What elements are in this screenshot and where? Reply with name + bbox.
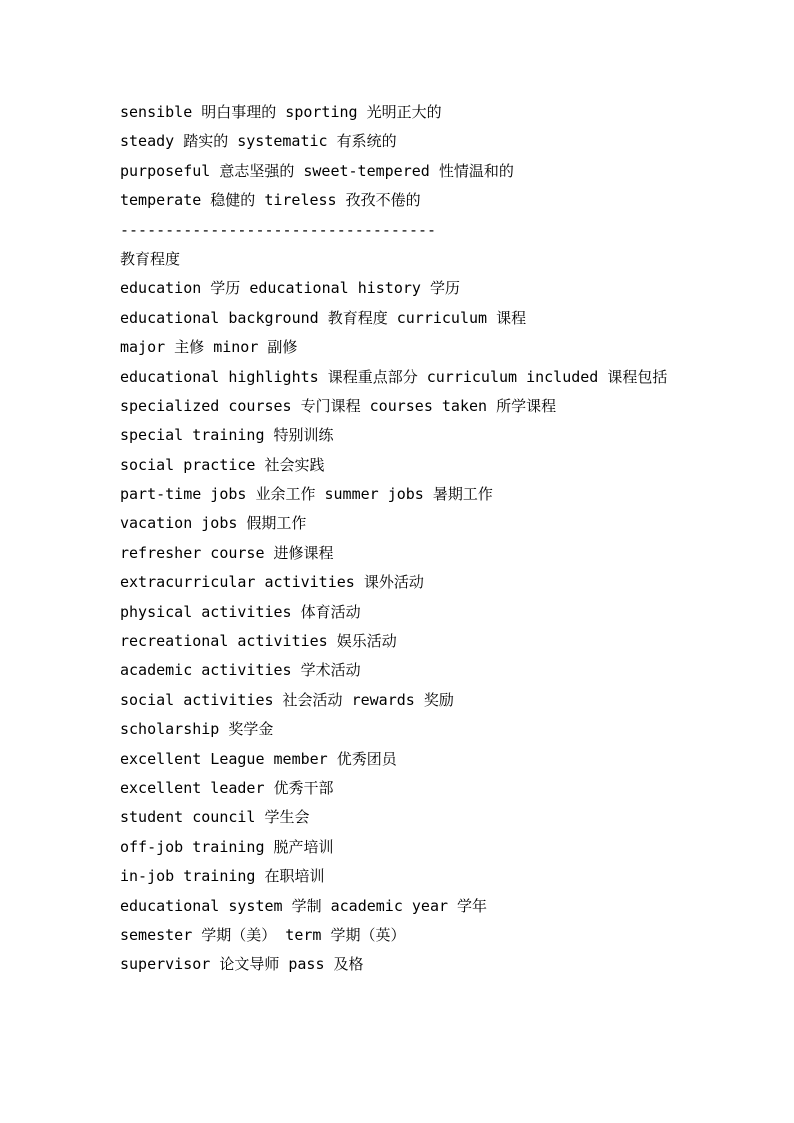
document-body — [120, 98, 690, 980]
text-line: part-time jobs 业余工作 summer jobs 暑期工作 — [120, 485, 493, 504]
section-heading: 教育程度 — [120, 249, 181, 268]
text-line: scholarship 奖学金 — [120, 720, 274, 739]
text-line: off-job training 脱产培训 — [120, 837, 334, 856]
text-line: student council 学生会 — [120, 808, 310, 827]
text-line: vacation jobs 假期工作 — [120, 514, 307, 533]
text-line: physical activities 体育活动 — [120, 602, 361, 621]
text-line: special training 特别训练 — [120, 426, 334, 445]
text-line: major 主修 minor 副修 — [120, 338, 298, 357]
text-line: education 学历 educational history 学历 — [120, 279, 460, 298]
text-line: social activities 社会活动 rewards 奖励 — [120, 690, 454, 709]
text-line: supervisor 论文导师 pass 及格 — [120, 955, 364, 974]
text-line: refresher course 进修课程 — [120, 543, 334, 562]
text-line: recreational activities 娱乐活动 — [120, 632, 397, 651]
text-line: purposeful 意志坚强的 sweet-tempered 性情温和的 — [120, 161, 514, 180]
text-line: sensible 明白事理的 sporting 光明正大的 — [120, 103, 442, 121]
text-line: steady 踏实的 systematic 有系统的 — [120, 132, 397, 151]
text-line: extracurricular activities 课外活动 — [120, 573, 424, 592]
text-line: educational highlights 课程重点部分 curriculum included 课程包括 — [120, 367, 668, 386]
text-line: temperate 稳健的 tireless 孜孜不倦的 — [120, 191, 421, 210]
text-line: excellent League member 优秀团员 — [120, 749, 397, 768]
text-line: excellent leader 优秀干部 — [120, 779, 334, 797]
text-line: educational system 学制 academic year 学年 — [120, 896, 488, 915]
text-line: educational background 教育程度 curriculum 课程 — [120, 308, 527, 327]
text-line: social practice 社会实践 — [120, 455, 325, 474]
text-line: academic activities 学术活动 — [120, 661, 361, 680]
text-line: specialized courses 专门课程 courses taken 所学课程 — [120, 396, 557, 415]
divider-line: ----------------------------------- — [120, 220, 437, 239]
text-line: in-job training 在职培训 — [120, 867, 325, 886]
text-line: semester 学期（美） term 学期（英） — [120, 925, 406, 944]
